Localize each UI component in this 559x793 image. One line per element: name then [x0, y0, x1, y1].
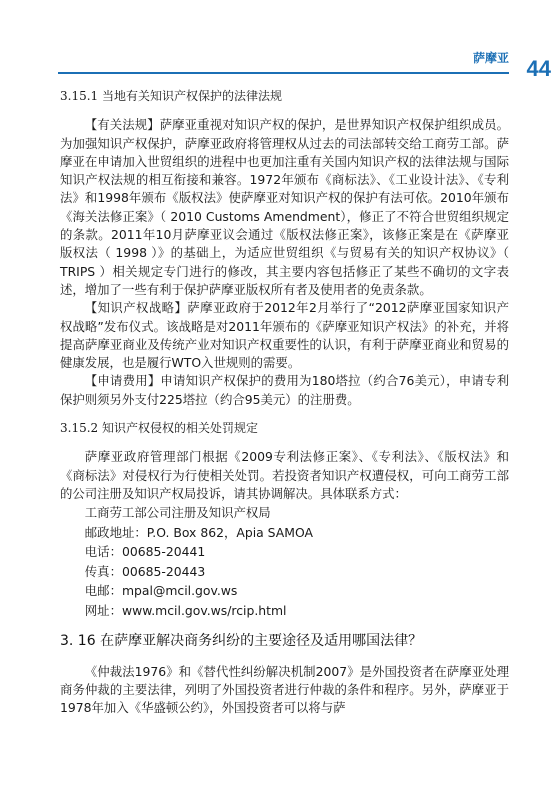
header-rule: [58, 72, 509, 74]
paragraph-dispute-resolution: 《仲裁法1976》和《替代性纠纷解决机制2007》是外国投资者在萨摩亚处理商务仲裁的主要法律，列明了外国投资者进行仲裁的条件和程序。另外，萨摩亚于1978年加入《华盛顿公约》，外国投资者可以将与萨: [60, 663, 509, 716]
spacer: [60, 409, 509, 419]
contact-postal-address: 邮政地址：P.O. Box 862，Apia SAMOA: [84, 524, 313, 540]
paragraph-infringement: 萨摩亚政府管理部门根据《2009专利法修正案》、《专利法》、《版权法》和《商标法》对侵权行为行使相关处罚。若投资者知识产权遭侵权，可向工商劳工部的公司注册及知识产权局投诉，请其协调解决。具体联系方式：: [60, 449, 509, 501]
header-country-name: 萨摩亚: [472, 51, 509, 65]
page-body: [60, 84, 509, 717]
spacer: [60, 620, 509, 632]
spacer: [60, 651, 509, 663]
contact-phone: 电话：00685-20441: [84, 544, 206, 560]
page-header: [0, 0, 559, 81]
spacer: [60, 105, 509, 116]
section-3-15-1-title: 3.15.1 当地有关知识产权保护的法律法规: [60, 89, 282, 103]
paragraph-application-fee: 【申请费用】申请知识产权保护的费用为180塔拉（约合76美元），申请专利保护则须另外支付225塔拉（约合95美元）的注册费。: [60, 373, 509, 407]
contact-fax: 传真：00685-20443: [84, 563, 206, 579]
contact-email: 电邮：mpal@mcil.gov.ws: [84, 583, 238, 599]
paragraph-ip-strategy: 【知识产权战略】萨摩亚政府于2012年2月举行了“2012萨摩亚国家知识产权战略”发布仪式。该战略是对2011年颁布的《萨摩亚知识产权法》的补充，并将提高萨摩亚商业及传统产业对知识产权重要性的认识，有利于萨摩亚商业和贸易的健康发展，也是履行WTO入世规则的需要。: [60, 300, 509, 371]
paragraph-regulations: 【有关法规】萨摩亚重视对知识产权的保护，是世界知识产权保护组织成员。为加强知识产权保护，萨摩亚政府将管理权从过去的司法部转交给工商劳工部。萨摩亚在申请加入世贸组织的进程中也更加注重有关国内知识产权的法律法规与国际知识产权法规的相互衔接和兼容。1972年颁布《商标法》、《工业设计法》、《专利法》和1998年颁布《版权法》使萨摩亚对知识产权的保护有法可依。2010年颁布《海关法修正案》（ 2010 Customs Amendment），修正了不符合世贸组织规定的条款。2011年10月萨摩亚议会通过《版权法修正案》，该修正案是在《萨摩亚版权法（ 1998 ）》的基础上，为适应世贸组织《与贸易有关的知识产权协议》（ TRIPS ）相关规定专门进行的修改，其主要内容包括修正了某些不确切的文字表述，增加了一些有利于保护萨摩亚版权所有者及使用者的免责条款。: [60, 117, 509, 297]
spacer: [60, 437, 509, 448]
section-3-15-2-title: 3.15.2 知识产权侵权的相关处罚规定: [60, 421, 258, 436]
section-3-16-title: 3. 16 在萨摩亚解决商务纠纷的主要途径及适用哪国法律？: [60, 633, 423, 650]
page-number: 44: [526, 56, 551, 81]
contact-office: 工商劳工部公司注册及知识产权局: [84, 505, 271, 521]
contact-website: 网址：www.mcil.gov.ws/rcip.html: [84, 602, 287, 618]
